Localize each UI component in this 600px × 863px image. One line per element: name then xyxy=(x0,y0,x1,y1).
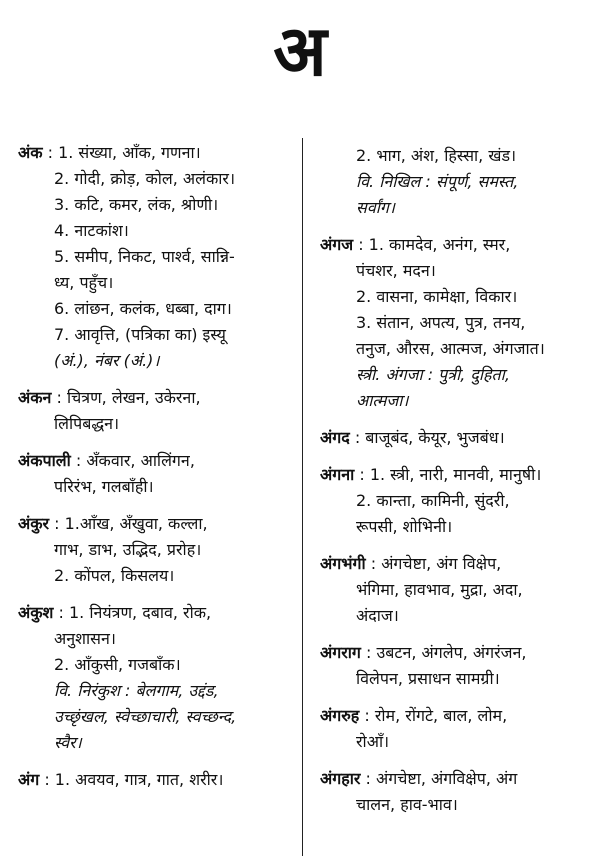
entry-definition-line: 2. गोदी, क्रोड़, कोल, अलंकार। xyxy=(54,169,236,188)
entry-definition-line: स्वैर। xyxy=(54,733,82,752)
entry-definition-line: 2. कोंपल, किसलय। xyxy=(54,566,175,585)
entry-definition-line: : अंगचेष्टा, अंग विक्षेप, xyxy=(365,554,502,573)
entry-definition-line: 6. लांछन, कलंक, धब्बा, दाग। xyxy=(54,299,232,318)
entry-definition-line: : रोम, रोंगटे, बाल, लोम, xyxy=(359,706,508,725)
entry-definition-line: वि. निखिल : संपूर्ण, समस्त, xyxy=(356,172,519,191)
dictionary-entry xyxy=(320,425,582,451)
left-column xyxy=(18,140,290,804)
entry-definition-line: : 1. संख्या, आँक, गणना। xyxy=(42,143,201,162)
entry-definition-line: 3. कटि, कमर, लंक, श्रोणी। xyxy=(54,195,219,214)
dictionary-entry xyxy=(18,385,290,437)
entry-definition-line: पंचशर, मदन। xyxy=(356,261,436,280)
entry-headword: अंगद xyxy=(320,428,350,447)
entry-definition-line: : 1. कामदेव, अनंग, स्मर, xyxy=(353,235,511,254)
entry-headword: अंगराग xyxy=(320,643,361,662)
entry-definition-line: गाभ, डाभ, उद्भिद, प्ररोह। xyxy=(54,540,202,559)
entry-definition-line: ध्य, पहुँच। xyxy=(54,273,114,292)
entry-definition-line: तनुज, औरस, आत्मज, अंगजात। xyxy=(356,339,545,358)
dictionary-entry xyxy=(18,767,290,793)
dictionary-entry xyxy=(320,232,582,414)
entry-definition-line: : उबटन, अंगलेप, अंगरंजन, xyxy=(360,643,527,662)
entry-headword: अंगभंगी xyxy=(320,554,366,573)
entry-definition-line: लिपिबद्धन। xyxy=(54,414,120,433)
entry-definition-line: विलेपन, प्रसाधन सामग्री। xyxy=(356,669,500,688)
dictionary-entry xyxy=(18,600,290,756)
entry-definition-line: : 1. स्त्री, नारी, मानवी, मानुषी। xyxy=(354,465,542,484)
entry-definition-line: 7. आवृत्ति, (पत्रिका का) इस्यू xyxy=(54,325,226,344)
entry-definition-line: सर्वांग। xyxy=(356,198,395,217)
dictionary-entry xyxy=(18,140,290,374)
column-divider xyxy=(302,138,303,856)
dictionary-entry-continuation xyxy=(320,143,582,221)
dictionary-entry xyxy=(18,448,290,500)
entry-definition-line: : चित्रण, लेखन, उकेरना, xyxy=(51,388,201,407)
entry-headword: अंगना xyxy=(320,465,355,484)
entry-definition-line: : 1.आँख, अँखुवा, कल्ला, xyxy=(49,514,208,533)
dictionary-entry xyxy=(320,766,582,818)
entry-definition-line: 5. समीप, निकट, पार्श्व, सान्नि- xyxy=(54,247,235,266)
entry-definition-line: : 1. नियंत्रण, दबाव, रोक, xyxy=(53,603,212,622)
entry-definition-line: आत्मजा। xyxy=(356,391,409,410)
dictionary-entry xyxy=(320,640,582,692)
entry-definition-line: 2. वासना, कामेक्षा, विकार। xyxy=(356,287,518,306)
entry-headword: अंगहार xyxy=(320,769,361,788)
entry-definition-line: रोआँ। xyxy=(356,732,390,751)
entry-definition-line: स्त्री. अंगजा : पुत्री, दुहिता, xyxy=(356,365,510,384)
entry-definition-line: अनुशासन। xyxy=(54,629,116,648)
entry-definition-line: वि. निरंकुश : बेलगाम, उद्दंड, xyxy=(54,681,219,700)
entry-definition-line: 2. भाग, अंश, हिस्सा, खंड। xyxy=(356,146,517,165)
entry-definition-line: 4. नाटकांश। xyxy=(54,221,129,240)
right-column xyxy=(320,143,582,829)
entry-definition-line: अंदाज। xyxy=(356,606,399,625)
entry-headword: अंक xyxy=(18,143,43,162)
entry-headword: अंग xyxy=(18,770,40,789)
dictionary-entry xyxy=(320,551,582,629)
entry-definition-line: उच्छृंखल, स्वेच्छाचारी, स्वच्छन्द, xyxy=(54,707,237,726)
page-letter-heading: अ xyxy=(273,9,327,92)
entry-definition-line: परिरंभ, गलबाँही। xyxy=(54,477,154,496)
entry-headword: अंकपाली xyxy=(18,451,71,470)
entry-definition-line: 2. कान्ता, कामिनी, सुंदरी, xyxy=(356,491,510,510)
entry-definition-line: : 1. अवयव, गात्र, गात, शरीर। xyxy=(39,770,224,789)
entry-definition-line: चालन, हाव-भाव। xyxy=(356,795,458,814)
entry-definition-line: : अँकवार, आलिंगन, xyxy=(70,451,195,470)
entry-headword: अंकन xyxy=(18,388,52,407)
dictionary-entry xyxy=(18,511,290,589)
entry-headword: अंगज xyxy=(320,235,354,254)
dictionary-entry xyxy=(320,703,582,755)
entry-definition-line: 2. आँकुसी, गजबाँक। xyxy=(54,655,181,674)
entry-definition-line: भंगिमा, हावभाव, मुद्रा, अदा, xyxy=(356,580,523,599)
entry-definition-line: : अंगचेष्टा, अंगविक्षेप, अंग xyxy=(360,769,518,788)
entry-headword: अंगरुह xyxy=(320,706,360,725)
entry-definition-line: रूपसी, शोभिनी। xyxy=(356,517,453,536)
entry-definition-line: : बाजूबंद, केयूर, भुजबंध। xyxy=(349,428,505,447)
entry-headword: अंकुर xyxy=(18,514,50,533)
entry-definition-line: (अं.), नंबर (अं.)। xyxy=(54,351,160,370)
entry-headword: अंकुश xyxy=(18,603,54,622)
dictionary-entry xyxy=(320,462,582,540)
entry-definition-line: 3. संतान, अपत्य, पुत्र, तनय, xyxy=(356,313,526,332)
